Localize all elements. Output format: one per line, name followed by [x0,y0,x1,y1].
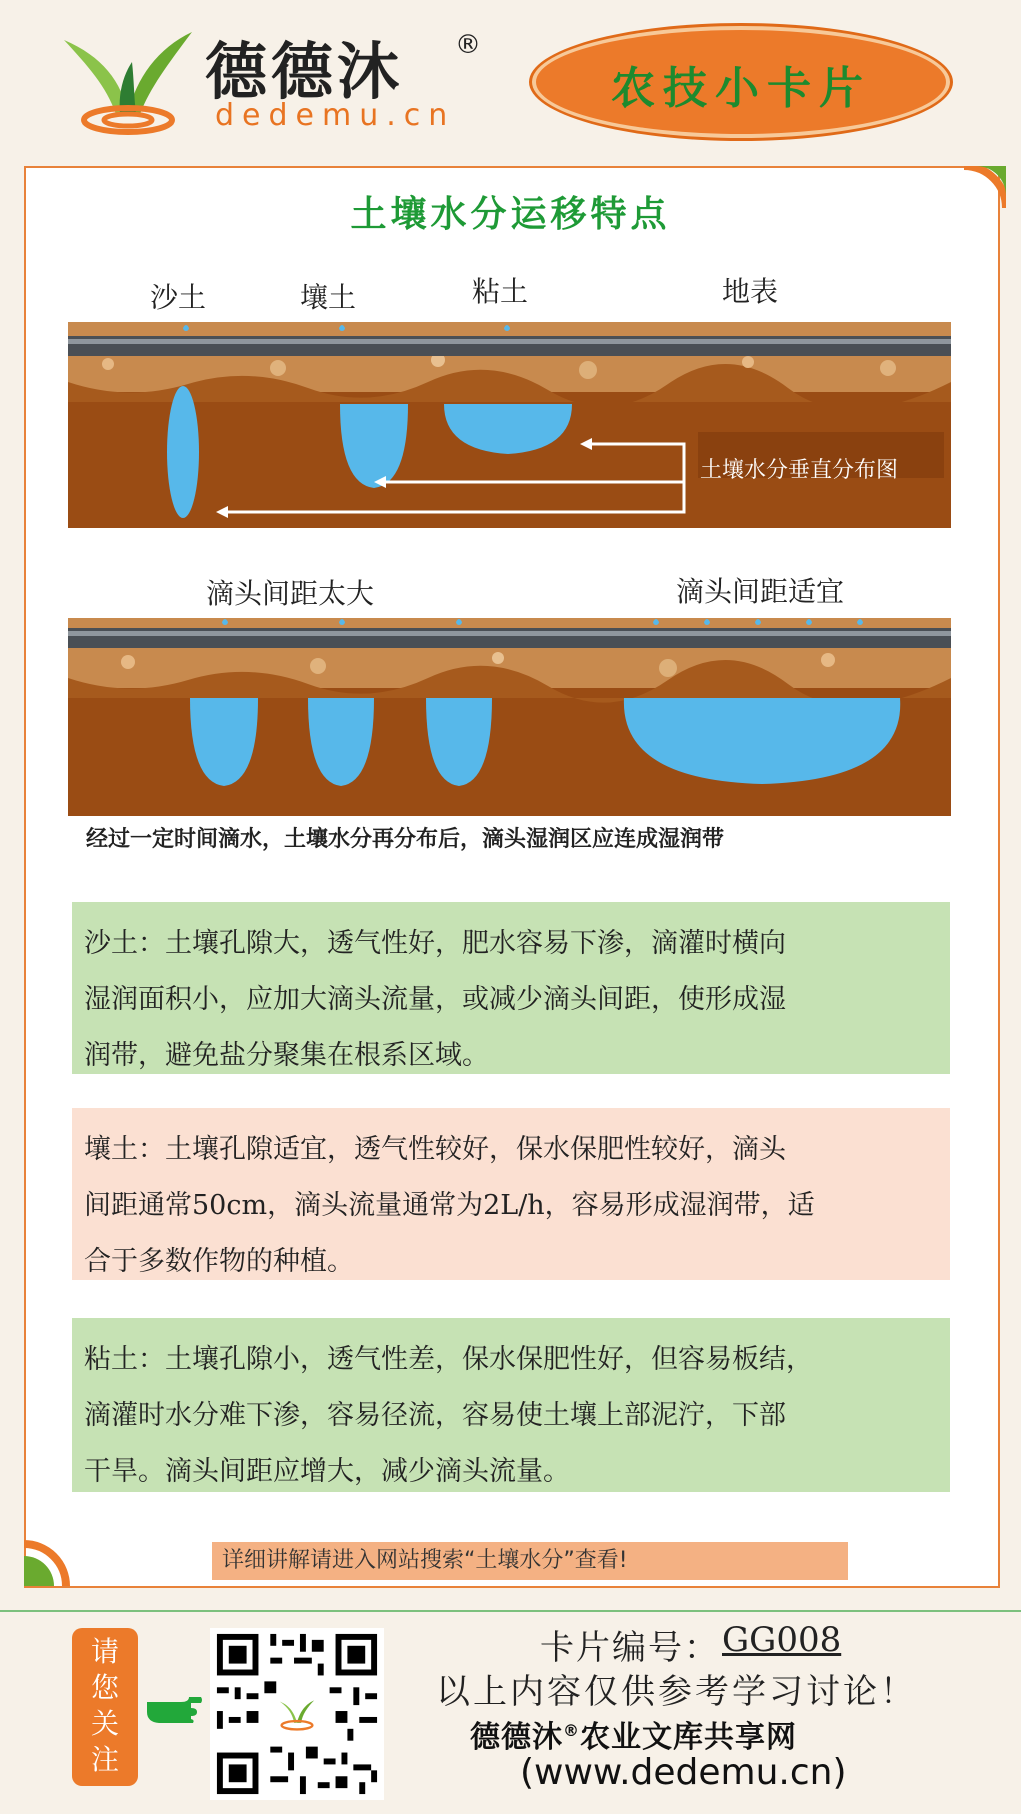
badge-text: 农技小卡片 [611,63,871,114]
label-sand: 沙土 [150,281,207,314]
follow-badge[interactable] [72,1628,138,1786]
section-sand-line: 沙土：土壤孔隙大，透气性好，肥水容易下渗，滴灌时横向 [84,928,786,959]
brand-url: dedemu.cn [215,98,456,133]
dripper-spacing-diagram [68,618,951,816]
section-loam-line: 间距通常50cm，滴头流量通常为2L/h，容易形成湿润带，适 [84,1190,815,1221]
library-name [470,1712,797,1756]
footer-divider [0,1610,1021,1612]
follow-char: 关 [90,1707,119,1740]
page-title: 土壤水分运移特点 [350,194,671,235]
section-loam-line: 合于多数作物的种植。 [84,1246,354,1277]
pointing-hand-icon [145,1686,203,1726]
website-search-note: 详细讲解请进入网站搜索“土壤水分”查看! [212,1542,848,1580]
section-loam [72,1108,950,1280]
library-registered-mark: ® [563,1721,580,1740]
label-surface: 地表 [722,275,779,308]
section-clay-line: 干旱。滴头间距应增大，减少滴头流量。 [84,1456,570,1487]
qr-code[interactable] [210,1628,384,1800]
follow-char: 注 [90,1743,119,1776]
card-number-label: 卡片编号： [540,1628,720,1668]
section-loam-line: 壤土：土壤孔隙适宜，透气性较好，保水保肥性较好，滴头 [84,1134,786,1165]
brand-name: 德德沐 [205,35,404,108]
library-title: 农业文库共享网 [580,1720,797,1755]
distribution-label: 土壤水分垂直分布图 [700,458,899,483]
label-spacing-ok: 滴头间距适宜 [676,575,845,608]
section-sand [72,902,950,1074]
corner-decoration-bottom-left [24,1530,80,1586]
follow-char: 您 [90,1671,119,1704]
card-number: GG008 [722,1620,842,1660]
soil-profile-diagram [68,322,951,528]
section-sand-line: 润带，避免盐分聚集在根系区域。 [84,1040,489,1071]
label-spacing-large: 滴头间距太大 [206,577,375,610]
label-loam: 壤土 [300,281,357,314]
website-link[interactable]: (www.dedemu.cn) [520,1752,847,1793]
section-clay-line: 滴灌时水分难下渗，容易径流，容易使土壤上部泥泞，下部 [84,1400,786,1431]
label-clay: 粘土 [472,275,529,308]
library-brand: 德德沐 [470,1720,563,1755]
section-clay [72,1318,950,1492]
diagram-caption: 经过一定时间滴水，土壤水分再分布后，滴头湿润区应连成湿润带 [86,827,725,852]
badge [532,26,950,138]
disclaimer: 以上内容仅供参考学习讨论！ [436,1672,917,1712]
section-sand-line: 湿润面积小，应加大滴头流量，或减少滴头间距，使形成湿 [84,984,786,1015]
section-clay-line: 粘土：土壤孔隙小，透气性差，保水保肥性好，但容易板结， [84,1344,813,1375]
follow-char: 请 [90,1635,119,1668]
brand-logo-icon [58,22,198,140]
registered-mark: ® [455,30,481,60]
